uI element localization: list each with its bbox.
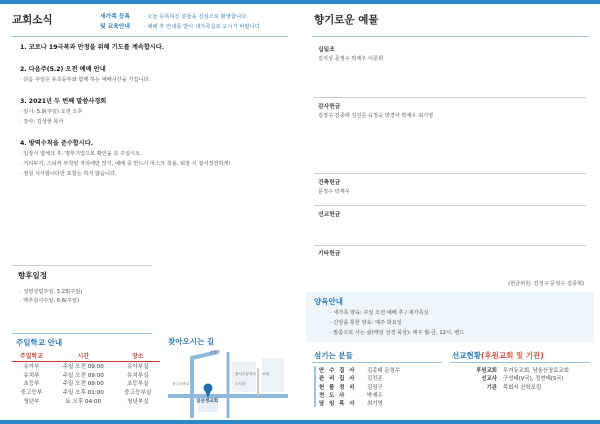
- volunteers-table: [314, 366, 405, 407]
- schedule-title: 향후일정: [18, 271, 47, 280]
- schedule-item: · 맥추감사주일: 6.6(주일): [20, 298, 80, 304]
- table-row: 선교사 구성태(V국), 정현태(S국): [481, 376, 564, 383]
- mission-table: [460, 366, 572, 391]
- school-table-header: 주일학교 시간 장소: [12, 350, 160, 362]
- table-row: 안 수 집 사 김종태 문정수: [319, 368, 400, 375]
- volunteers-title: 섬기는 분들: [314, 351, 353, 360]
- nurture-item: · 새가족 양육: 주일 오전 예배 후 / 새가족실: [330, 310, 429, 316]
- table-row: 전 도 사 박재우: [319, 393, 383, 400]
- mission-title: 선교현황(후원교회 및 기관): [452, 351, 544, 360]
- map-label-church: 일산생교회: [196, 399, 219, 404]
- offering-label: 십일조: [318, 47, 335, 53]
- offering-label: 건축헌금: [318, 180, 341, 186]
- schedule-top-line: [12, 265, 152, 266]
- offering-divider: [314, 245, 586, 246]
- news-list: [20, 42, 290, 177]
- nurture-title: 양육안내: [314, 297, 343, 306]
- map-label: 운동장: [210, 350, 221, 354]
- table-row: 중고등부 주일 오후 01:00 중고등부실: [20, 390, 152, 397]
- table-row: 청년부 토 오후 04:00 청년부실: [23, 398, 149, 405]
- offering-label: 감사헌금: [318, 104, 341, 110]
- table-row: 유치부 주일 오전 09:00 유치부실: [23, 372, 149, 379]
- volunteers-divider: [312, 362, 442, 363]
- table-row: 초등부 주일 오전 09:00 초등부실: [23, 381, 149, 388]
- mission-divider: [450, 362, 590, 363]
- welcome-text: · 오늘 등록하신 분들을 진심으로 환영합니다. · 예배 후 안내를 받아 새가족실로 오시기 바랍니다.: [144, 14, 262, 30]
- bottom-accent-bar: [300, 420, 600, 424]
- offering-divider: [314, 97, 586, 98]
- news-item: 2. 다음주(5.2) 오전 예배 안내 · 다음 주일은 유초등부와 함께 하는 예배시간을 가집니다.: [20, 66, 151, 83]
- news-item: 4. 방역수칙을 준수합시다. · 입장시 열체크 후, 명부기입으로 확인을 꼭 주십시오. · 거리두기, 스티커 부착된 자리에만 앉기, 예배 중 반드시 마스크 착용, 퇴장 시 질서정연하게! · 점심 식사합니다만 포함는 하지 않습니다.: [20, 140, 231, 177]
- table-row: 후원교회 무거동교회, 남울산장로교회: [476, 368, 569, 375]
- news-item: 1. 코로나 19극복과 안정을 위해 기도를 계속합시다.: [20, 44, 165, 51]
- offering-label: 선교헌금: [318, 212, 341, 218]
- top-accent-bar: [0, 0, 300, 4]
- news-title-divider: [12, 36, 288, 37]
- offering-label: 기타헌금: [318, 251, 341, 257]
- table-row: 기관 목회자 신학포럼: [486, 384, 542, 391]
- news-title: 교회소식: [12, 14, 53, 26]
- school-table: [12, 350, 160, 405]
- offering-divider: [314, 205, 586, 206]
- offering-names: 김지성 문정수 박재우 이준희: [318, 56, 384, 62]
- offering-names: 김정구 김종태 김진준 유정숙 박경아 박재우 최기영: [318, 113, 434, 119]
- table-row: 헌 물 정 리 김정구: [319, 384, 383, 391]
- table-row: 유아부 주일 오전 09:00 유아부실: [23, 364, 149, 371]
- map-label: 도서관: [235, 382, 246, 386]
- right-page: [300, 0, 600, 424]
- school-title: 주일학교 안내: [16, 338, 63, 347]
- offering-names: 문정수 박재우: [318, 189, 350, 195]
- table-row: 관 리 집 사 김진준: [319, 376, 383, 383]
- table-row: 담 임 목 사 최기영: [319, 401, 383, 408]
- offering-title-divider: [312, 36, 588, 37]
- offering-divider: [314, 173, 586, 174]
- offering-title: 향기로운 예물: [314, 14, 379, 26]
- offering-committee-note: (헌금위원: 김정구 문정수 김종혁): [508, 281, 584, 287]
- nurture-item: · 신앙을 통한 양육: 매주 화요일: [330, 320, 402, 326]
- top-accent-bar: [300, 0, 600, 4]
- map-label: 용서초등학교: [235, 372, 256, 376]
- schedule-item: · 성령강림주일: 5.23(주일): [20, 289, 83, 295]
- map-label: 중고등학교: [172, 382, 190, 386]
- map-title: 찾아오시는 길: [168, 337, 215, 346]
- news-item: 3. 2021년 두 번째 말씀사경회 · 일시: 5.9(주일) 오전 오후 · 강사: 김성현 목사: [20, 98, 107, 125]
- school-title-divider-top: [12, 333, 152, 334]
- nurture-item: · 말씀으로 사는 삶(매일 성경 묵상): 매주 월-금, 12시, 밴드: [330, 330, 465, 336]
- welcome-label: 새가족 등록 및 교육안내: [100, 14, 131, 30]
- map-label: 교회: [262, 372, 269, 376]
- bottom-accent-bar: [0, 420, 300, 424]
